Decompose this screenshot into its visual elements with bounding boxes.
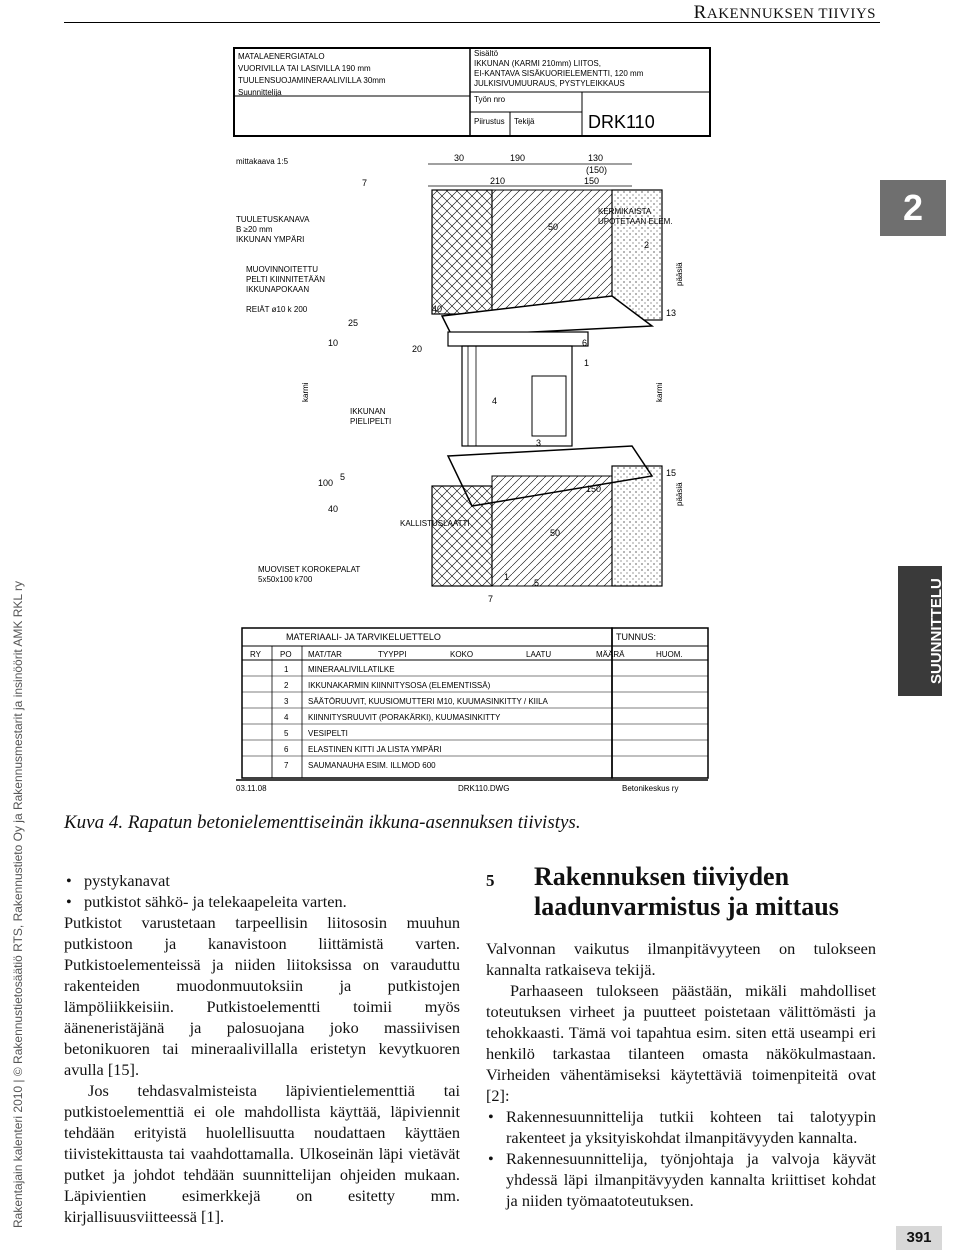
note-karmi-2: karmi xyxy=(655,382,664,402)
concrete-lower xyxy=(612,466,662,586)
row-6-po: 6 xyxy=(284,745,289,754)
note-13: MUOVISET KOROKEPALAT xyxy=(258,565,361,574)
footer-org: Betonikeskus ry xyxy=(622,784,679,793)
paragraph: Valvonnan vaikutus ilmanpitävyyteen on tulokseen kannalta ratkaiseva tekijä. xyxy=(486,939,876,979)
col-maara: MÄÄRÄ xyxy=(596,650,625,659)
callout-20: 20 xyxy=(412,344,423,354)
row-3-po: 3 xyxy=(284,697,289,706)
section-title-line-1: Rakennuksen tiiviyden xyxy=(534,862,790,891)
bullet-item: • pystykanavat xyxy=(64,870,460,891)
masonry-lower xyxy=(432,486,492,586)
row-4-po: 4 xyxy=(284,713,289,722)
section-title-line-2: laadunvarmistus ja mittaus xyxy=(534,892,839,921)
dim-210: 210 xyxy=(490,176,506,186)
callout-150: 150 xyxy=(586,484,602,494)
title-right-1: Sisältö xyxy=(474,49,499,58)
note-5: PELTI KIINNITETÄÄN xyxy=(246,275,325,284)
paragraph: Parhaaseen tulokseen päästään, mikäli mahdolliset toteutuksen virheet ja puutteet poistetaan välittömästi ja tehokkaasti. Tämä voi tapahtua esim. siten että useampi eri henkilö tarkastaa tilanteen omasta näkökulmastaan. Virheiden vähentämiseksi käytettäviä toimenpiteitä ovat [2]: xyxy=(486,981,876,1105)
page-number: 391 xyxy=(896,1226,942,1250)
note-6: IKKUNAPOKAAN xyxy=(246,285,310,294)
callout-40: 40 xyxy=(432,304,443,314)
col-ry: RY xyxy=(250,650,261,659)
callout-5: 5 xyxy=(340,472,346,482)
title-right-6: Piirustus xyxy=(474,117,505,126)
note-paasia-1: pääsiä xyxy=(675,262,684,286)
note-8: KERMIKAISTA xyxy=(598,207,652,216)
dim-150a: (150) xyxy=(586,165,608,175)
footer-file: DRK110.DWG xyxy=(458,784,510,793)
row-5-po: 5 xyxy=(284,729,289,738)
side-credit: Rakentajain kalenteri 2010 | © Rakennustietosäätiö RTS, Rakennustieto Oy ja Rakennusmestarit ja insinöörit AMK RKL ry xyxy=(11,581,25,1228)
note-1: TUULETUSKANAVA xyxy=(236,215,310,224)
section-tab xyxy=(898,566,945,696)
drawing-svg xyxy=(232,46,712,806)
callout-100: 100 xyxy=(318,478,334,488)
masonry-upper xyxy=(432,190,492,314)
bullet-item: • Rakennesuunnittelija tutkii kohteen tai talotyypin rakenteet ja yksityiskohdat ilmanpitävyyden kannalta. xyxy=(486,1106,876,1148)
row-6-text: ELASTINEN KITTI JA LISTA YMPÄRI xyxy=(308,745,442,754)
note-9: UPOTETAAN ELEM. xyxy=(598,217,673,226)
callout-40b: 40 xyxy=(328,504,339,514)
row-3-text: SÄÄTÖRUUVIT, KUUSIOMUTTERI M10, KUUMASINKITTY / KIILA xyxy=(308,697,548,706)
row-1-po: 1 xyxy=(284,665,289,674)
section-number: 5 xyxy=(486,871,495,890)
note-3: IKKUNAN YMPÄRI xyxy=(236,235,305,244)
note-14: 5x50x100 k700 xyxy=(258,575,313,584)
note-11: PIELIPELTI xyxy=(350,417,392,426)
section-tab-label: SUUNNITTELU xyxy=(928,578,945,684)
technical-drawing xyxy=(232,46,712,806)
bullet-item: • Rakennesuunnittelija, työnjohtaja ja valvoja käyvät yhdessä läpi ilmanpitävyyden kannalta kriittiset kohdat ja niiden työmaatoteutuksen. xyxy=(486,1148,876,1211)
chapter-number: 2 xyxy=(880,180,946,236)
title-left-1: MATALAENERGIATALO xyxy=(238,52,325,61)
dim-150b: 150 xyxy=(584,176,600,186)
dim-130: 130 xyxy=(588,153,604,163)
row-7-text: SAUMANAUHA ESIM. ILLMOD 600 xyxy=(308,761,436,770)
title-left-4: Suunnittelija xyxy=(238,88,282,97)
left-column xyxy=(64,870,460,1227)
title-right-5: Työn nro xyxy=(474,95,506,104)
callout-13: 13 xyxy=(666,308,677,318)
row-2-text: IKKUNAKARMIN KIINNITYSOSA (ELEMENTISSÄ) xyxy=(308,681,491,690)
title-right-2: IKKUNAN (KARMI 210mm) LIITOS, xyxy=(474,59,601,68)
table-title: MATERIAALI- JA TARVIKELUETTELO xyxy=(286,632,441,642)
col-huom: HUOM. xyxy=(656,650,683,659)
right-column xyxy=(486,862,876,1211)
col-po: PO xyxy=(280,650,292,659)
dim-30: 30 xyxy=(454,153,465,163)
title-right-3: EI-KANTAVA SISÄKUORIELEMENTTI, 120 mm xyxy=(474,69,644,78)
note-2: B ≥20 mm xyxy=(236,225,273,234)
row-2-po: 2 xyxy=(284,681,289,690)
callout-50: 50 xyxy=(548,222,559,232)
callout-2: 2 xyxy=(644,240,650,250)
section-heading xyxy=(486,862,876,922)
callout-10: 10 xyxy=(328,338,339,348)
callout-25: 25 xyxy=(348,318,359,328)
scale-label: mittakaava 1:5 xyxy=(236,157,289,166)
title-right-4: JULKISIVUMUURAUS, PYSTYLEIKKAUS xyxy=(474,79,625,88)
figure-caption: Kuva 4. Rapatun betonielementtiseinän ikkuna-asennuksen tiivistys. xyxy=(64,812,581,833)
callout-50b: 50 xyxy=(550,528,561,538)
row-1-text: MINERAALIVILLATILKE xyxy=(308,665,395,674)
callout-1b: 1 xyxy=(504,572,510,582)
callout-15: 15 xyxy=(666,468,677,478)
note-4: MUOVINNOITETTU xyxy=(246,265,318,274)
paragraph: Putkistot varustetaan tarpeellisin liitososin muuhun putkistoon ja kanavistoon liittämistä varten. Putkistoelementeissä ja niiden liitoksissa on varauduttu rakenteiden muodonmuutoksiin ja putkistojen lämpöliikkeisiin. Putkistoelementti toimii myös ääneneristäjänä ja palosuojana joko massiivisen betonikuoren tai mineraalivillalla eristetyn kevytkuoren avulla [15]. xyxy=(64,913,460,1079)
note-paasia-2: pääsiä xyxy=(675,482,684,506)
bullet-item: • putkistot sähkö- ja telekaapeleita varten. xyxy=(64,891,460,912)
col-koko: KOKO xyxy=(450,650,474,659)
insulation-upper xyxy=(492,190,612,310)
note-7: REIÄT ø10 k 200 xyxy=(246,305,308,314)
col-tyyppi: TYYPPI xyxy=(378,650,407,659)
title-right-7: Tekijä xyxy=(514,117,535,126)
table-tunnus: TUNNUS: xyxy=(616,632,656,642)
window-head xyxy=(448,332,588,346)
note-12: KALLISTUSLAATTI xyxy=(400,519,470,528)
footer-date: 03.11.08 xyxy=(236,784,267,793)
callout-1: 1 xyxy=(584,358,590,368)
callout-7: 7 xyxy=(362,178,368,188)
col-laatu: LAATU xyxy=(526,650,552,659)
row-7-po: 7 xyxy=(284,761,289,770)
note-10: IKKUNAN xyxy=(350,407,386,416)
callout-3: 3 xyxy=(536,438,542,448)
col-mattar: MAT/TAR xyxy=(308,650,342,659)
fastener-block xyxy=(532,376,566,436)
drawing-code: DRK110 xyxy=(588,112,655,132)
row-5-text: VESIPELTI xyxy=(308,729,348,738)
running-header: RAKENNUKSEN TIIVIYS xyxy=(693,2,876,23)
callout-5b: 5 xyxy=(534,578,540,588)
callout-7b: 7 xyxy=(488,594,494,604)
note-karmi-1: karmi xyxy=(301,382,310,402)
paragraph: Jos tehdasvalmisteista läpivientielementtiä tai putkistoelementtiä ei ole mahdollista käyttää, läpiviennit tehdään erityistä huolellisuutta noudattaen käyttäen tiivistekittausta tai vaahdottamalla. Ulkoseinän läpi vietävät putket ja johdot tehdään suunnittelijan ohjeiden mukaan. Läpivientien esimerkkejä on esitetty mm. kirjallisuusviitteessä [1]. xyxy=(64,1081,460,1226)
title-left-2: VUORIVILLA TAI LASIVILLA 190 mm xyxy=(238,64,371,73)
callout-4: 4 xyxy=(492,396,498,406)
dim-190: 190 xyxy=(510,153,526,163)
callout-6: 6 xyxy=(582,338,588,348)
title-left-3: TUULENSUOJAMINERAALIVILLA 30mm xyxy=(238,76,386,85)
row-4-text: KIINNITYSRUUVIT (PORAKÄRKI), KUUMASINKITTY xyxy=(308,713,501,722)
